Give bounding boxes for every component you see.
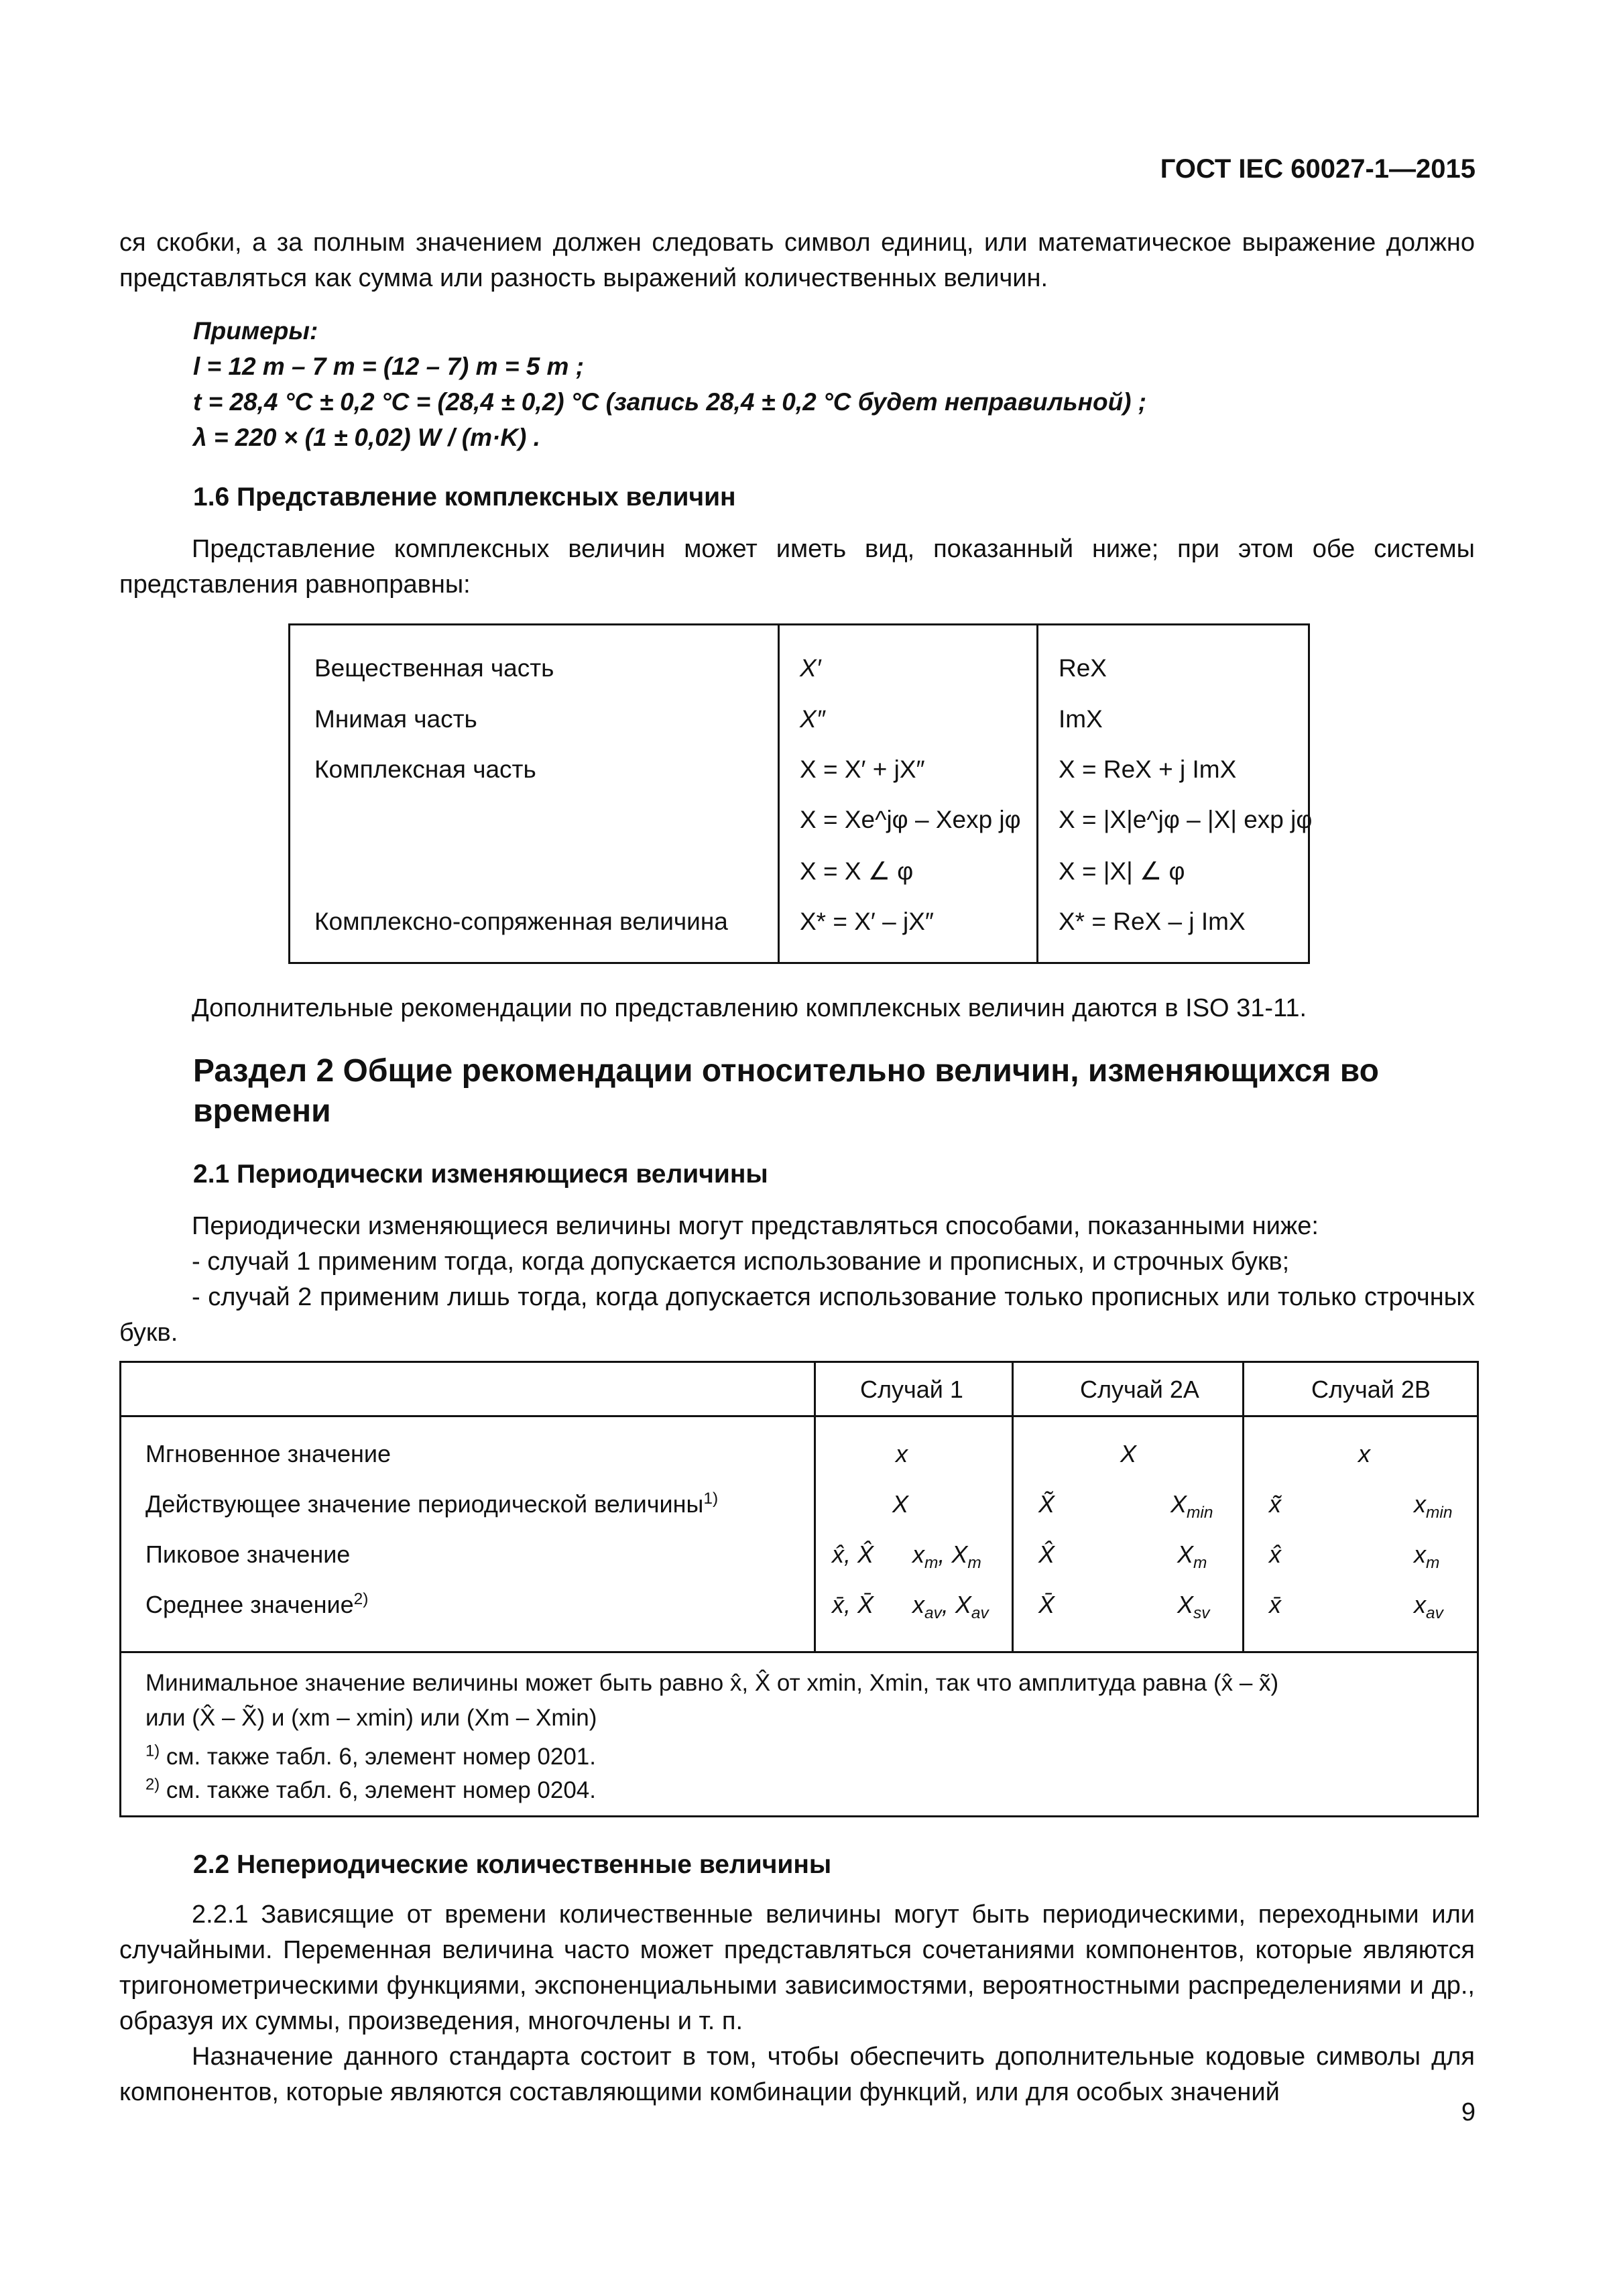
- section-2-2-para-2: Назначение данного стандарта состоит в том, чтобы обеспечить дополнительные кодовые символы для компонентов, которые являются составляющими комбинации функций, или для особых значений: [119, 2043, 1475, 2106]
- case2a-peak-b: $X_m$: [1177, 1540, 1207, 1573]
- col2-complex-3: X = X ∠ φ: [800, 857, 914, 885]
- case1-avg-b: $x_{av}$, $X_{av}$: [912, 1591, 989, 1623]
- col3-complex-1: X = ReX + j ImX: [1059, 756, 1237, 783]
- footnote-2: $^{2)}$ см. также табл. 6, элемент номер 0204.: [145, 1775, 596, 1803]
- section-1-6-title: 1.6 Представление комплексных величин: [193, 483, 736, 511]
- section-1-6-after: Дополнительные рекомендации по представлению комплексных величин даются в ISO 31-11.: [192, 994, 1307, 1022]
- examples-title: Примеры:: [193, 317, 318, 345]
- section-2-1-title: 2.1 Периодически изменяющиеся величины: [193, 1160, 768, 1189]
- case2a-avg-a: X̄: [1038, 1591, 1055, 1618]
- col3-real: ReX: [1059, 654, 1107, 682]
- case1-peak-a: x̂, X̂: [832, 1540, 874, 1568]
- col2-conjugate: X* = X′ – jX″: [800, 908, 934, 935]
- footnote-1: $^{1)}$ см. также табл. 6, элемент номер 0201.: [145, 1742, 596, 1770]
- page-number: 9: [1461, 2098, 1476, 2126]
- section-2-1-bullet-2: - случай 2 применим лишь тогда, когда допускается использование только прописных или только строчных букв.: [119, 1283, 1475, 1347]
- case1-instant: x: [896, 1440, 908, 1467]
- case2b-peak-a: x̂: [1269, 1540, 1281, 1568]
- col2-imag: X″: [800, 705, 825, 733]
- case2a-effective-a: X̃: [1038, 1490, 1055, 1518]
- header-case-2b: Случай 2В: [1311, 1376, 1431, 1403]
- case2b-avg-b: $x_{av}$: [1414, 1591, 1443, 1623]
- col2-real: X′: [800, 654, 821, 682]
- row-average: Среднее значение$^{2)}$: [145, 1590, 369, 1618]
- case2b-effective-a: x̃: [1269, 1490, 1281, 1518]
- case2b-instant: x: [1358, 1440, 1370, 1467]
- case2a-avg-b: $X_{sv}$: [1177, 1591, 1210, 1623]
- col3-conjugate: X* = ReX – j ImX: [1059, 908, 1246, 935]
- case1-effective: X: [892, 1490, 909, 1518]
- examples-block: [193, 313, 1146, 455]
- section-2-2-para-1: 2.2.1 Зависящие от времени количественные величины могут быть периодическими, переходными или случайными. Переменная величина часто может представляться сочетаниями компонентов, которые являются тригонометрическими функциями, экспоненциальными зависимостями, вероятностными распределениями и др., образуя их суммы, произведения, многочлены и т. п.: [119, 1900, 1475, 2035]
- complex-table: [288, 623, 1313, 964]
- document-id: ГОСТ IEC 60027-1—2015: [1160, 154, 1476, 184]
- table-note-line-1: Минимальное значение величины может быть равно x̂, X̂ от xmin, Xmin, так что амплитуда равна (x̂ – x̃): [145, 1670, 1279, 1696]
- section-2-title: Раздел 2 Общие рекомендации относительно величин, изменяющихся во времени: [193, 1053, 1379, 1129]
- case2b-peak-b: $x_m$: [1414, 1540, 1440, 1573]
- case1-peak-b: $x_m$, $X_m$: [912, 1540, 981, 1573]
- col3-complex-2: X = |X|e^jφ – |X| exp jφ: [1059, 806, 1313, 833]
- label-conjugate: Комплексно-сопряженная величина: [314, 908, 728, 935]
- row-peak: Пиковое значение: [145, 1540, 351, 1568]
- case2a-effective-b: $X_{min}$: [1170, 1490, 1213, 1522]
- section-2-1-bullet-1: - случай 1 применим тогда, когда допускается использование и прописных, и строчных букв;: [192, 1248, 1290, 1276]
- col2-complex-2: X = Xe^jφ – Xexp jφ: [800, 806, 1021, 833]
- example-line-3: λ = 220 × (1 ± 0,02) W / (m·K) .: [193, 424, 540, 451]
- table-note-line-2: или (X̂ – X̃) и (xm – xmin) или (Xm – Xmin): [145, 1705, 597, 1731]
- row-effective: Действующее значение периодической величины$^{1)}$: [145, 1490, 719, 1518]
- section-2-2-title: 2.2 Непериодические количественные величины: [193, 1850, 832, 1879]
- col3-imag: ImX: [1059, 705, 1103, 733]
- section-2-1-para: Периодически изменяющиеся величины могут представляться способами, показанными ниже:: [192, 1212, 1319, 1240]
- label-complex-part: Комплексная часть: [314, 756, 536, 783]
- case2a-instant: X: [1120, 1440, 1137, 1467]
- intro-paragraph: ся скобки, а за полным значением должен следовать символ единиц, или математическое выражение должно представляться как сумма или разность выражений количественных величин.: [119, 229, 1475, 292]
- row-instant: Мгновенное значение: [145, 1440, 391, 1467]
- periodic-table: [119, 1361, 1479, 1817]
- col2-complex-1: X = X′ + jX″: [800, 756, 925, 783]
- case1-avg-a: x̄, X̄: [832, 1591, 874, 1618]
- label-imag-part: Мнимая часть: [314, 705, 477, 733]
- case2a-peak-a: X̂: [1038, 1540, 1055, 1568]
- example-line-2: t = 28,4 °C ± 0,2 °C = (28,4 ± 0,2) °C (запись 28,4 ± 0,2 °C будет неправильной) ;: [193, 388, 1147, 416]
- case2b-effective-b: $x_{min}$: [1414, 1490, 1453, 1522]
- section-1-6-paragraph: Представление комплексных величин может иметь вид, показанный ниже; при этом обе системы представления равноправны:: [119, 535, 1475, 599]
- header-case-2a: Случай 2А: [1080, 1376, 1199, 1403]
- label-real-part: Вещественная часть: [314, 654, 554, 682]
- header-case-1: Случай 1: [860, 1376, 963, 1403]
- case2b-avg-a: x̄: [1269, 1591, 1281, 1618]
- col3-complex-3: X = |X| ∠ φ: [1059, 857, 1185, 885]
- example-line-1: l = 12 m – 7 m = (12 – 7) m = 5 m ;: [193, 353, 585, 380]
